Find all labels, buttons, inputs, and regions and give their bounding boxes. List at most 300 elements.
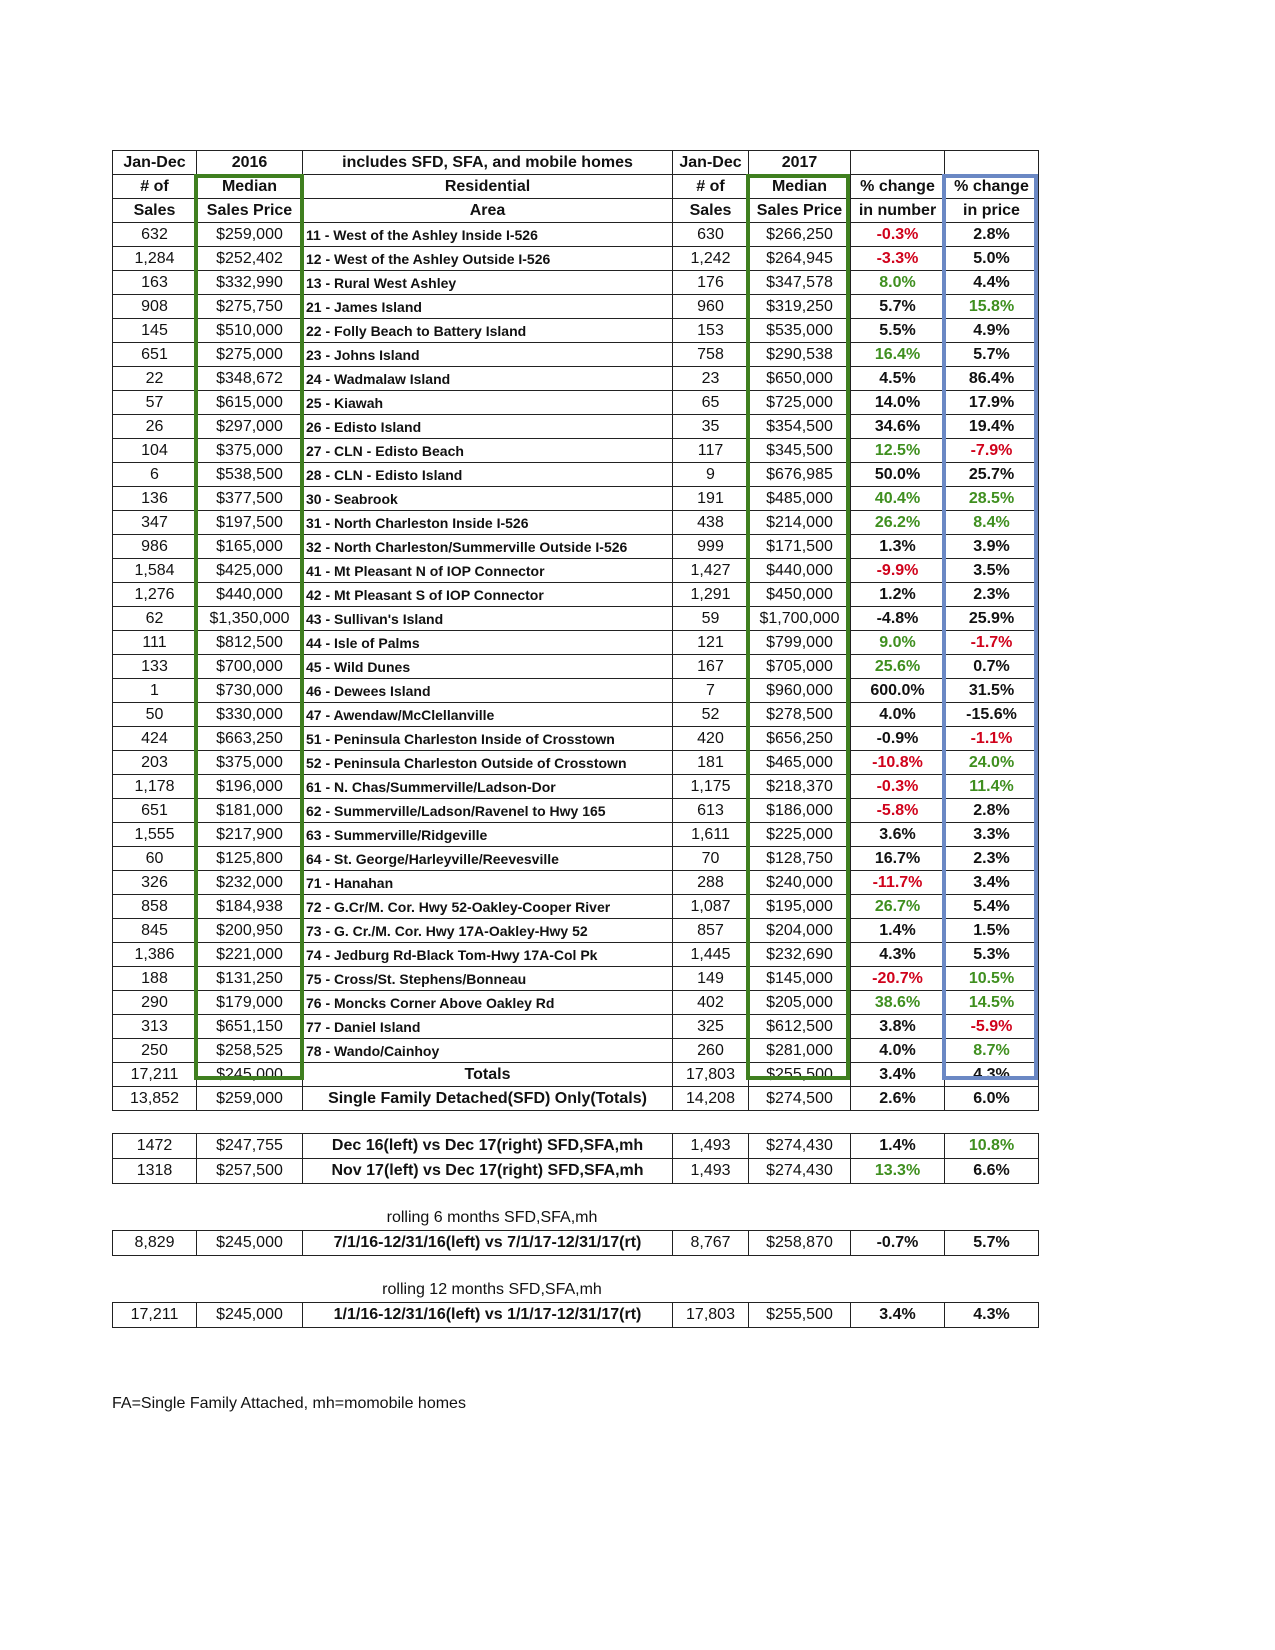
price-2016-cell: $245,000	[197, 1063, 303, 1087]
change-price-cell: 5.0%	[945, 247, 1039, 271]
price-2016-cell: $245,000	[197, 1303, 303, 1328]
sales-2017-cell: 1,427	[673, 559, 749, 583]
change-number-cell: 3.6%	[851, 823, 945, 847]
table-row	[113, 991, 1083, 1015]
spacer-cell	[1039, 679, 1083, 703]
sales-2016-cell: 188	[113, 967, 197, 991]
area-cell: 63 - Summerville/Ridgeville	[303, 823, 673, 847]
price-2016-cell: $275,000	[197, 343, 303, 367]
change-price-cell: 5.7%	[945, 1231, 1039, 1256]
spacer-cell	[1039, 871, 1083, 895]
report	[112, 150, 1082, 1328]
sales-2016-cell: 163	[113, 271, 197, 295]
sales-2016-cell: 1,584	[113, 559, 197, 583]
spacer-cell	[1039, 583, 1083, 607]
change-number-cell: 600.0%	[851, 679, 945, 703]
spacer-cell	[1039, 895, 1083, 919]
change-number-cell: 16.7%	[851, 847, 945, 871]
sales-2016-cell: 250	[113, 1039, 197, 1063]
change-number-cell: 38.6%	[851, 991, 945, 1015]
area-cell: 21 - James Island	[303, 295, 673, 319]
price-2016-cell: $663,250	[197, 727, 303, 751]
sales-2016-cell: 133	[113, 655, 197, 679]
main-table-wrapper	[112, 150, 1082, 1111]
price-2016-cell: $297,000	[197, 415, 303, 439]
table-row	[113, 439, 1083, 463]
area-cell: 61 - N. Chas/Summerville/Ladson-Dor	[303, 775, 673, 799]
change-price-cell: 1.5%	[945, 919, 1039, 943]
area-cell: 26 - Edisto Island	[303, 415, 673, 439]
change-price-cell: 25.9%	[945, 607, 1039, 631]
spacer-cell	[1039, 151, 1083, 175]
change-price-cell: 10.8%	[945, 1134, 1039, 1159]
price-2017-cell: $255,500	[749, 1063, 851, 1087]
table-row	[113, 487, 1083, 511]
price-2016-cell: $200,950	[197, 919, 303, 943]
price-2016-cell: $179,000	[197, 991, 303, 1015]
change-number-cell: 3.4%	[851, 1063, 945, 1087]
area-cell: 41 - Mt Pleasant N of IOP Connector	[303, 559, 673, 583]
sales-2016-cell: 424	[113, 727, 197, 751]
change-price-cell: 3.9%	[945, 535, 1039, 559]
price-2017-cell: $465,000	[749, 751, 851, 775]
table-row	[113, 919, 1083, 943]
spacer-cell	[1039, 535, 1083, 559]
table-row	[113, 799, 1083, 823]
table-row	[113, 607, 1083, 631]
price-2017-cell: $128,750	[749, 847, 851, 871]
sales-2017-cell: 438	[673, 511, 749, 535]
price-2017-cell: $274,430	[749, 1134, 851, 1159]
price-2016-cell: $165,000	[197, 535, 303, 559]
change-number-cell: 4.0%	[851, 703, 945, 727]
spacer-cell	[1039, 967, 1083, 991]
spacer-cell	[1039, 1015, 1083, 1039]
change-price-cell: -15.6%	[945, 703, 1039, 727]
price-2017-cell: $258,870	[749, 1231, 851, 1256]
price-2017-cell: $676,985	[749, 463, 851, 487]
change-price-cell: 4.3%	[945, 1303, 1039, 1328]
price-2016-cell: $181,000	[197, 799, 303, 823]
price-2017-cell: $274,430	[749, 1159, 851, 1184]
table-row	[113, 511, 1083, 535]
area-cell: 43 - Sullivan's Island	[303, 607, 673, 631]
price-2017-cell: $218,370	[749, 775, 851, 799]
sales-2017-cell: 758	[673, 343, 749, 367]
table-row	[113, 967, 1083, 991]
change-price-cell: 10.5%	[945, 967, 1039, 991]
price-2017-cell: $205,000	[749, 991, 851, 1015]
sales-2017-cell: 35	[673, 415, 749, 439]
table-row	[113, 871, 1083, 895]
spacer-cell	[1039, 703, 1083, 727]
spacer-cell	[1039, 919, 1083, 943]
change-number-cell: 3.4%	[851, 1303, 945, 1328]
change-number-cell: -20.7%	[851, 967, 945, 991]
sales-2017-cell: 167	[673, 655, 749, 679]
spacer-cell	[1039, 775, 1083, 799]
change-number-cell: -3.3%	[851, 247, 945, 271]
price-2017-cell: $145,000	[749, 967, 851, 991]
change-number-cell: 1.4%	[851, 919, 945, 943]
price-2017-cell: $450,000	[749, 583, 851, 607]
sales-2017-cell: 857	[673, 919, 749, 943]
change-number-cell: 25.6%	[851, 655, 945, 679]
sales-2017-cell: 1,087	[673, 895, 749, 919]
price-2016-cell: $651,150	[197, 1015, 303, 1039]
sales-2016-cell: 22	[113, 367, 197, 391]
spacer-cell	[1039, 271, 1083, 295]
header-cell: includes SFD, SFA, and mobile homes	[303, 151, 673, 175]
sales-2017-cell: 191	[673, 487, 749, 511]
change-price-cell: 3.4%	[945, 871, 1039, 895]
spacer-cell	[1039, 199, 1083, 223]
header-cell: 2017	[749, 151, 851, 175]
area-cell: Totals	[303, 1063, 673, 1087]
change-price-cell: -1.7%	[945, 631, 1039, 655]
change-number-cell: 34.6%	[851, 415, 945, 439]
sales-2016-cell: 111	[113, 631, 197, 655]
change-number-cell: 5.7%	[851, 295, 945, 319]
header-cell: Area	[303, 199, 673, 223]
price-2017-cell: $440,000	[749, 559, 851, 583]
price-2017-cell: $485,000	[749, 487, 851, 511]
header-cell: Sales	[113, 199, 197, 223]
table-row	[113, 319, 1083, 343]
change-number-cell: 14.0%	[851, 391, 945, 415]
change-number-cell: -0.3%	[851, 223, 945, 247]
rolling12-caption: rolling 12 months SFD,SFA,mh	[382, 1281, 602, 1298]
price-2017-cell: $612,500	[749, 1015, 851, 1039]
change-price-cell: 11.4%	[945, 775, 1039, 799]
area-cell: 51 - Peninsula Charleston Inside of Crosstown	[303, 727, 673, 751]
change-number-cell: -0.3%	[851, 775, 945, 799]
change-number-cell: 13.3%	[851, 1159, 945, 1184]
price-2017-cell: $195,000	[749, 895, 851, 919]
sales-2016-cell: 1,178	[113, 775, 197, 799]
sales-2017-cell: 7	[673, 679, 749, 703]
change-number-cell: 3.8%	[851, 1015, 945, 1039]
change-price-cell: 4.9%	[945, 319, 1039, 343]
spacer-cell	[1039, 1039, 1083, 1063]
header-cell: Jan-Dec	[673, 151, 749, 175]
spacer-cell	[1039, 847, 1083, 871]
monthly-table-body	[113, 1134, 1083, 1184]
header-cell: 2016	[197, 151, 303, 175]
table-row	[113, 583, 1083, 607]
price-2017-cell: $354,500	[749, 415, 851, 439]
change-price-cell: 2.3%	[945, 583, 1039, 607]
header-row	[113, 199, 1083, 223]
price-2017-cell: $705,000	[749, 655, 851, 679]
area-cell: 74 - Jedburg Rd-Black Tom-Hwy 17A-Col Pk	[303, 943, 673, 967]
spacer-cell	[1039, 1087, 1083, 1111]
sales-2017-cell: 176	[673, 271, 749, 295]
sales-2017-cell: 1,493	[673, 1159, 749, 1184]
area-cell: 27 - CLN - Edisto Beach	[303, 439, 673, 463]
sales-2016-cell: 1,555	[113, 823, 197, 847]
change-price-cell: 5.3%	[945, 943, 1039, 967]
price-2016-cell: $812,500	[197, 631, 303, 655]
price-2016-cell: $245,000	[197, 1231, 303, 1256]
footnote: FA=Single Family Attached, mh=momobile homes	[112, 1395, 466, 1412]
spacer-cell	[1039, 343, 1083, 367]
spacer-cell	[1039, 175, 1083, 199]
sales-2016-cell: 17,211	[113, 1063, 197, 1087]
sales-2016-cell: 1,284	[113, 247, 197, 271]
sales-2017-cell: 14,208	[673, 1087, 749, 1111]
area-cell: 78 - Wando/Cainhoy	[303, 1039, 673, 1063]
change-number-cell: 8.0%	[851, 271, 945, 295]
change-number-cell: 26.7%	[851, 895, 945, 919]
sales-2017-cell: 260	[673, 1039, 749, 1063]
area-cell: 76 - Moncks Corner Above Oakley Rd	[303, 991, 673, 1015]
header-row	[113, 151, 1083, 175]
price-2017-cell: $1,700,000	[749, 607, 851, 631]
table-row	[113, 679, 1083, 703]
sales-2016-cell: 60	[113, 847, 197, 871]
area-cell: 31 - North Charleston Inside I-526	[303, 511, 673, 535]
change-price-cell: 0.7%	[945, 655, 1039, 679]
rolling12-table	[112, 1302, 1083, 1328]
monthly-row	[113, 1134, 1083, 1159]
sales-2017-cell: 149	[673, 967, 749, 991]
price-2016-cell: $348,672	[197, 367, 303, 391]
sales-2016-cell: 1318	[113, 1159, 197, 1184]
spacer-cell	[1039, 991, 1083, 1015]
price-2017-cell: $204,000	[749, 919, 851, 943]
price-2017-cell: $278,500	[749, 703, 851, 727]
sales-2016-cell: 290	[113, 991, 197, 1015]
sales-2016-cell: 1,276	[113, 583, 197, 607]
sales-2016-cell: 908	[113, 295, 197, 319]
area-cell: 75 - Cross/St. Stephens/Bonneau	[303, 967, 673, 991]
change-price-cell: -5.9%	[945, 1015, 1039, 1039]
header-cell: in price	[945, 199, 1039, 223]
sales-2017-cell: 1,493	[673, 1134, 749, 1159]
price-2017-cell: $214,000	[749, 511, 851, 535]
area-cell: 23 - Johns Island	[303, 343, 673, 367]
table-row	[113, 631, 1083, 655]
change-number-cell: 5.5%	[851, 319, 945, 343]
sales-2016-cell: 986	[113, 535, 197, 559]
spacer-cell	[1039, 295, 1083, 319]
price-2016-cell: $131,250	[197, 967, 303, 991]
change-number-cell: 4.0%	[851, 1039, 945, 1063]
price-2017-cell: $290,538	[749, 343, 851, 367]
area-cell: 62 - Summerville/Ladson/Ravenel to Hwy 165	[303, 799, 673, 823]
header-cell: Sales Price	[749, 199, 851, 223]
header-cell	[945, 151, 1039, 175]
table-row	[113, 415, 1083, 439]
table-row	[113, 823, 1083, 847]
area-cell: 13 - Rural West Ashley	[303, 271, 673, 295]
change-number-cell: 4.5%	[851, 367, 945, 391]
spacer-cell	[1039, 463, 1083, 487]
sales-2016-cell: 858	[113, 895, 197, 919]
change-price-cell: 86.4%	[945, 367, 1039, 391]
table-row	[113, 1015, 1083, 1039]
change-price-cell: 8.7%	[945, 1039, 1039, 1063]
sales-2016-cell: 313	[113, 1015, 197, 1039]
sales-2016-cell: 57	[113, 391, 197, 415]
change-price-cell: 5.7%	[945, 343, 1039, 367]
price-2016-cell: $440,000	[197, 583, 303, 607]
price-2017-cell: $535,000	[749, 319, 851, 343]
change-number-cell: 4.3%	[851, 943, 945, 967]
spacer-cell	[1039, 367, 1083, 391]
table-row	[113, 895, 1083, 919]
price-2017-cell: $240,000	[749, 871, 851, 895]
rolling6-row	[113, 1231, 1083, 1256]
area-cell: 7/1/16-12/31/16(left) vs 7/1/17-12/31/17(rt)	[303, 1231, 673, 1256]
price-2016-cell: $377,500	[197, 487, 303, 511]
sales-2016-cell: 203	[113, 751, 197, 775]
change-number-cell: -5.8%	[851, 799, 945, 823]
table-row	[113, 655, 1083, 679]
spacer-cell	[1039, 727, 1083, 751]
table-row	[113, 751, 1083, 775]
sfd-row	[113, 1087, 1083, 1111]
price-2016-cell: $330,000	[197, 703, 303, 727]
table-row	[113, 271, 1083, 295]
sales-2016-cell: 845	[113, 919, 197, 943]
price-2017-cell: $171,500	[749, 535, 851, 559]
spacer-cell	[1039, 751, 1083, 775]
table-row	[113, 463, 1083, 487]
price-2016-cell: $538,500	[197, 463, 303, 487]
price-2016-cell: $258,525	[197, 1039, 303, 1063]
table-row	[113, 247, 1083, 271]
change-price-cell: 3.3%	[945, 823, 1039, 847]
price-2016-cell: $257,500	[197, 1159, 303, 1184]
price-2017-cell: $232,690	[749, 943, 851, 967]
change-number-cell: -10.8%	[851, 751, 945, 775]
change-price-cell: 2.8%	[945, 799, 1039, 823]
totals-row	[113, 1063, 1083, 1087]
sales-2017-cell: 630	[673, 223, 749, 247]
spacer-cell	[1039, 823, 1083, 847]
table-row	[113, 1039, 1083, 1063]
table-row	[113, 727, 1083, 751]
sales-2017-cell: 613	[673, 799, 749, 823]
area-cell: 11 - West of the Ashley Inside I-526	[303, 223, 673, 247]
table-row	[113, 847, 1083, 871]
price-2016-cell: $275,750	[197, 295, 303, 319]
area-cell: Dec 16(left) vs Dec 17(right) SFD,SFA,mh	[303, 1134, 673, 1159]
table-row	[113, 775, 1083, 799]
sales-2017-cell: 52	[673, 703, 749, 727]
spacer-cell	[1039, 1063, 1083, 1087]
change-price-cell: 14.5%	[945, 991, 1039, 1015]
spacer-cell	[1039, 655, 1083, 679]
change-number-cell: 1.2%	[851, 583, 945, 607]
change-price-cell: -1.1%	[945, 727, 1039, 751]
spacer-cell	[1039, 415, 1083, 439]
table-row	[113, 367, 1083, 391]
sales-2016-cell: 62	[113, 607, 197, 631]
sales-2016-cell: 651	[113, 799, 197, 823]
sales-2016-cell: 1	[113, 679, 197, 703]
table-row	[113, 535, 1083, 559]
sales-2016-cell: 347	[113, 511, 197, 535]
price-2017-cell: $266,250	[749, 223, 851, 247]
rolling6-caption: rolling 6 months SFD,SFA,mh	[386, 1209, 598, 1226]
change-number-cell: 12.5%	[851, 439, 945, 463]
spacer-cell	[1039, 319, 1083, 343]
header-cell: in number	[851, 199, 945, 223]
change-price-cell: 2.3%	[945, 847, 1039, 871]
change-number-cell: 40.4%	[851, 487, 945, 511]
change-number-cell: 2.6%	[851, 1087, 945, 1111]
area-cell: 72 - G.Cr/M. Cor. Hwy 52-Oakley-Cooper River	[303, 895, 673, 919]
sales-2017-cell: 181	[673, 751, 749, 775]
sales-2016-cell: 50	[113, 703, 197, 727]
monthly-row	[113, 1159, 1083, 1184]
area-cell: 46 - Dewees Island	[303, 679, 673, 703]
sales-2017-cell: 17,803	[673, 1063, 749, 1087]
price-2016-cell: $375,000	[197, 439, 303, 463]
sales-2017-cell: 960	[673, 295, 749, 319]
spacer-cell	[1039, 799, 1083, 823]
sales-2016-cell: 8,829	[113, 1231, 197, 1256]
header-row	[113, 175, 1083, 199]
header-cell: Sales	[673, 199, 749, 223]
change-price-cell: 6.0%	[945, 1087, 1039, 1111]
price-2017-cell: $264,945	[749, 247, 851, 271]
change-price-cell: 31.5%	[945, 679, 1039, 703]
area-cell: 22 - Folly Beach to Battery Island	[303, 319, 673, 343]
change-price-cell: 28.5%	[945, 487, 1039, 511]
area-cell: 30 - Seabrook	[303, 487, 673, 511]
price-2017-cell: $345,500	[749, 439, 851, 463]
sales-2017-cell: 402	[673, 991, 749, 1015]
price-2016-cell: $700,000	[197, 655, 303, 679]
change-price-cell: 24.0%	[945, 751, 1039, 775]
sales-2016-cell: 104	[113, 439, 197, 463]
area-cell: 28 - CLN - Edisto Island	[303, 463, 673, 487]
sales-2017-cell: 117	[673, 439, 749, 463]
area-cell: 42 - Mt Pleasant S of IOP Connector	[303, 583, 673, 607]
spacer-cell	[1039, 247, 1083, 271]
price-2016-cell: $232,000	[197, 871, 303, 895]
change-number-cell: 16.4%	[851, 343, 945, 367]
price-2016-cell: $217,900	[197, 823, 303, 847]
sales-2017-cell: 420	[673, 727, 749, 751]
change-price-cell: 2.8%	[945, 223, 1039, 247]
sales-2016-cell: 632	[113, 223, 197, 247]
table-row	[113, 559, 1083, 583]
price-2016-cell: $730,000	[197, 679, 303, 703]
area-cell: 44 - Isle of Palms	[303, 631, 673, 655]
price-2017-cell: $656,250	[749, 727, 851, 751]
sales-2016-cell: 1,386	[113, 943, 197, 967]
price-2016-cell: $252,402	[197, 247, 303, 271]
change-number-cell: 9.0%	[851, 631, 945, 655]
area-cell: 12 - West of the Ashley Outside I-526	[303, 247, 673, 271]
change-number-cell: -4.8%	[851, 607, 945, 631]
header-cell: # of	[673, 175, 749, 199]
sales-2017-cell: 325	[673, 1015, 749, 1039]
rolling6-table-body	[113, 1231, 1083, 1256]
price-2017-cell: $650,000	[749, 367, 851, 391]
area-cell: 71 - Hanahan	[303, 871, 673, 895]
change-number-cell: 50.0%	[851, 463, 945, 487]
price-2017-cell: $960,000	[749, 679, 851, 703]
price-2016-cell: $184,938	[197, 895, 303, 919]
change-price-cell: 4.3%	[945, 1063, 1039, 1087]
spacer-cell	[1039, 223, 1083, 247]
